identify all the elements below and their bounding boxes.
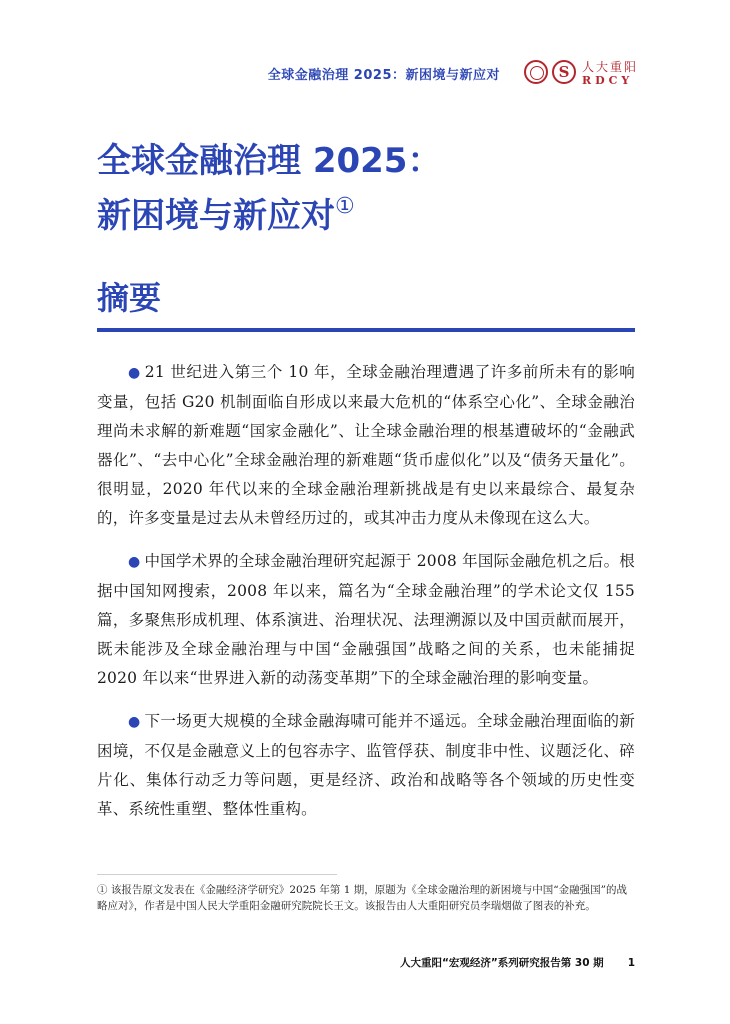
logo-chinese-text: 人大重阳 <box>582 60 639 74</box>
bullet-icon: ● <box>128 554 141 570</box>
seal-emblem-icon <box>524 60 548 84</box>
abstract-paragraph-2 <box>97 547 635 693</box>
running-header-title: 全球金融治理 2025：新困境与新应对 <box>267 68 500 83</box>
page-number: 1 <box>627 957 635 969</box>
section-divider <box>97 328 635 332</box>
logo-english-text: RDCY <box>582 74 634 87</box>
abstract-paragraph-3 <box>97 707 635 824</box>
footnote: ① 该报告原文发表在《金融经济学研究》2025 年第 1 期，原题为《全球金融治理的新困境与中国“金融强国”的战略应对》，作者是中国人民大学重阳金融研究院院长王文。该报告由人大重阳研究员李瑞烟做了图表的补充。 <box>97 884 627 912</box>
footnote-divider <box>97 874 337 875</box>
paragraph-text: 下一场更大规模的全球金融海啸可能并不遥远。全球金融治理面临的新困境，不仅是金融意义上的包容赤字、监管俘获、制度非中性、议题泛化、碎片化、集体行动乏力等问题，更是经济、政治和战略等各个领域的历史性变革、系统性重塑、整体性重构。 <box>97 712 635 818</box>
paragraph-text: 21 世纪进入第三个 10 年，全球金融治理遭遇了许多前所未有的影响变量，包括 G20 机制面临自形成以来最大危机的“体系空心化”、全球金融治理尚未求解的新难题“国家金融化”、让全球金融治理的根基遭破坏的“金融武器化”、“去中心化”全球金融治理的新难题“货币虚似化”以及“债务天量化”。很明显，2020 年代以来的全球金融治理新挑战是有史以来最综合、最复杂的，许多变量是过去从未曾经历过的，或其冲击力度从未像现在这么大。 <box>97 363 636 527</box>
title-line-2: 新困境与新应对 <box>97 196 335 236</box>
bullet-icon: ● <box>128 714 141 730</box>
abstract-body <box>97 358 635 838</box>
paragraph-text: 中国学术界的全球金融治理研究起源于 2008 年国际金融危机之后。根据中国知网搜索，2008 年以来，篇名为“全球金融治理”的学术论文仅 155 篇，多聚焦形成机理、体系演进、治理状况、法理溯源以及中国贡献而展开，既未能涉及全球金融治理与中国“金融强国”战略之间的关系，也未能捕捉 2020 年以来“世界进入新的动荡变革期”下的全球金融治理的影响变量。 <box>97 552 635 687</box>
bullet-icon: ● <box>128 365 141 381</box>
abstract-paragraph-1 <box>97 358 635 533</box>
section-heading-abstract: 摘要 <box>97 279 162 317</box>
rdcy-logo <box>524 58 644 88</box>
document-title <box>97 138 441 239</box>
seal-s-icon: S <box>552 60 576 84</box>
footer-series-label: 人大重阳“宏观经济”系列研究报告第 30 期 <box>399 957 604 969</box>
title-line-1: 全球金融治理 2025： <box>97 141 442 181</box>
title-footnote-marker: ① <box>335 194 355 219</box>
page-footer <box>400 955 635 970</box>
